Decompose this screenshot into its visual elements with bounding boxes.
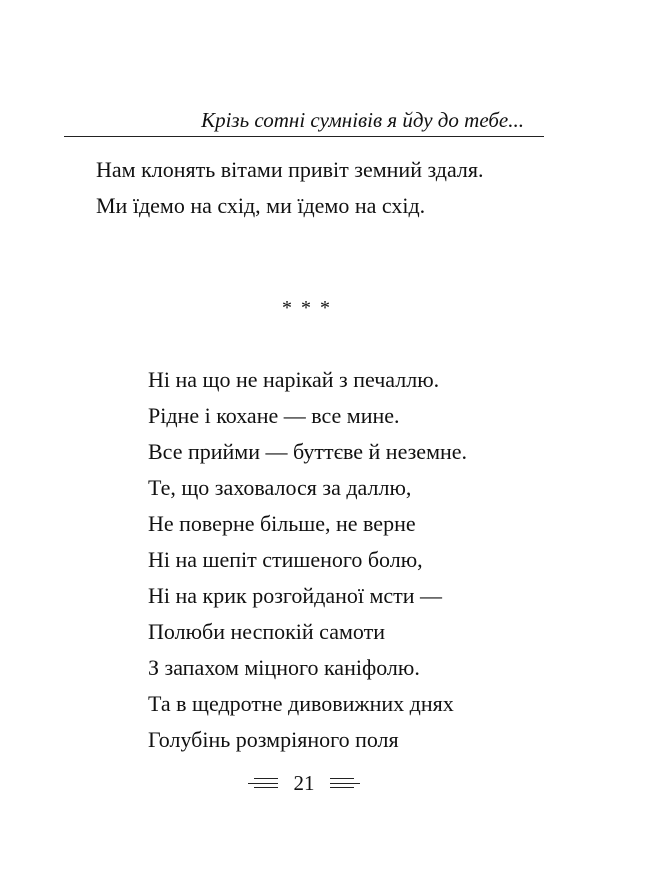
- verse-line: Та в щедротне дивовижних днях: [148, 691, 454, 716]
- verse-line: Ми їдемо на схід, ми їдемо на схід.: [96, 193, 426, 218]
- verse-line: Рідне і кохане — все мине.: [148, 403, 400, 428]
- page-number: 21: [293, 771, 315, 795]
- poem-stanza: [148, 362, 467, 758]
- folio-ornament-right-icon: [330, 778, 360, 788]
- section-break-asterisks: * * *: [282, 297, 332, 319]
- verse-line: Все прийми — буттєве й неземне.: [148, 439, 468, 464]
- running-header-title: Крізь сотні сумнівів я йду до тебе...: [201, 108, 524, 132]
- verse-line: Ні на крик розгойданої мсти —: [148, 583, 443, 608]
- running-header: [64, 106, 544, 137]
- verse-line: З запахом міцного каніфолю.: [148, 655, 420, 680]
- verse-line: Ні на шепіт стишеного болю,: [148, 547, 423, 572]
- verse-line: Те, що заховалося за даллю,: [148, 475, 412, 500]
- verse-line: Ні на що не нарікай з печаллю.: [148, 367, 440, 392]
- verse-line: Голубінь розмріяного поля: [148, 727, 399, 752]
- poem-ending-stanza: [96, 152, 484, 224]
- verse-line: Не поверне більше, не верне: [148, 511, 416, 536]
- verse-line: Нам клонять вітами привіт земний здаля.: [96, 157, 484, 182]
- verse-line: Полюби неспокій самоти: [148, 619, 385, 644]
- folio-ornament-left-icon: [248, 778, 278, 788]
- page-folio: [248, 770, 360, 796]
